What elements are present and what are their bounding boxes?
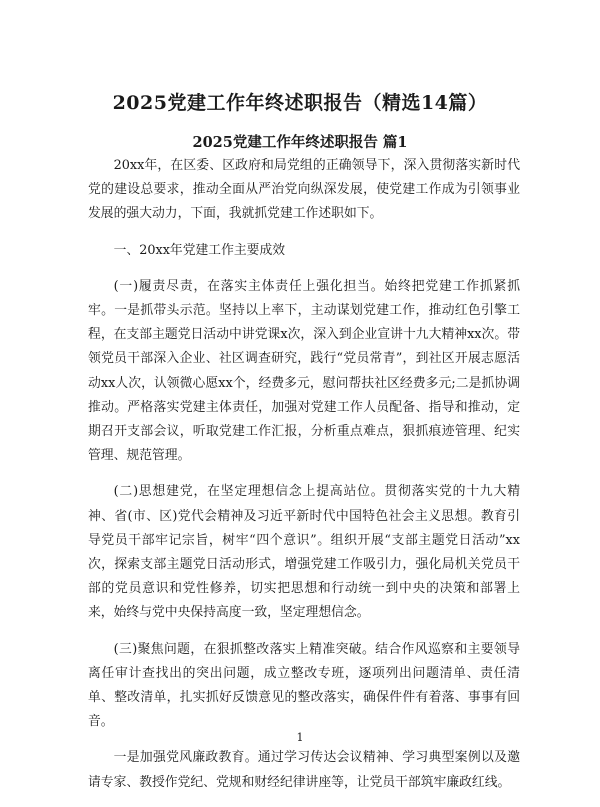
document-body [88,154,520,807]
section-title: 2025党建工作年终述职报告 篇1 [192,134,408,151]
paragraph-intro: 20xx年，在区委、区政府和局党组的正确领导下，深入贯彻落实新时代党的建设总要求，推动全面从严治党向纵深发展，使党建工作成为引领事业发展的强大动力，下面，我就抓党建工作述职如下。 [88,158,520,222]
document-title: 2025党建工作年终述职报告（精选14篇） [112,92,488,114]
page-number: 1 [296,731,304,744]
paragraph-heading-achievements: 一、20xx年党建工作主要成效 [113,242,286,258]
paragraph-ideology: (二)思想建党，在坚定理想信念上提高站位。贯彻落实党的十九大精神、省(市、区)党代会精神及习近平新时代中国特色社会主义思想。教育引导党员干部牢记宗旨，树牢“四个意识”。组织开展“支部主题党日活动”xx次，探索支部主题党日活动形式，增强党建工作吸引力，强化局机关党员干部的党员意识和党性修养，切实把思想和行动统一到中央的决策和部署上来，始终与党中央保持高度一致，坚定理想信念。 [88,484,520,621]
paragraph-rectification: (三)聚焦问题，在狠抓整改落实上精准突破。结合作风巡察和主要领导离任审计查找出的突出问题，成立整改专班，逐项列出问题清单、责任清单、整改清单，扎实抓好反馈意见的整改落实，确保件件有着落、事事有回音。 [88,641,520,730]
paragraph-integrity-education: 一是加强党风廉政教育。通过学习传达会议精神、学习典型案例以及邀请专家、教授作党纪、党规和财经纪律讲座等，让党员干部筑牢廉政红线。 [88,750,520,790]
paragraph-responsibility: (一)履责尽责，在落实主体责任上强化担当。始终把党建工作抓紧抓牢。一是抓带头示范。坚持以上率下，主动谋划党建工作，推动红色引擎工程，在支部主题党日活动中讲党课x次，深入到企业宣讲十九大精神xx次。带领党员干部深入企业、社区调查研究，践行“党员常青”，到社区开展志愿活动xx人次，认领微心愿xx个，经费多元，慰问帮扶社区经费多元;二是抓协调推动。严格落实党建主体责任，加强对党建工作人员配备、指导和推动，定期召开支部会议，听取党建工作汇报，分析重点难点，狠抓痕迹管理、纪实管理、规范管理。 [88,278,520,464]
